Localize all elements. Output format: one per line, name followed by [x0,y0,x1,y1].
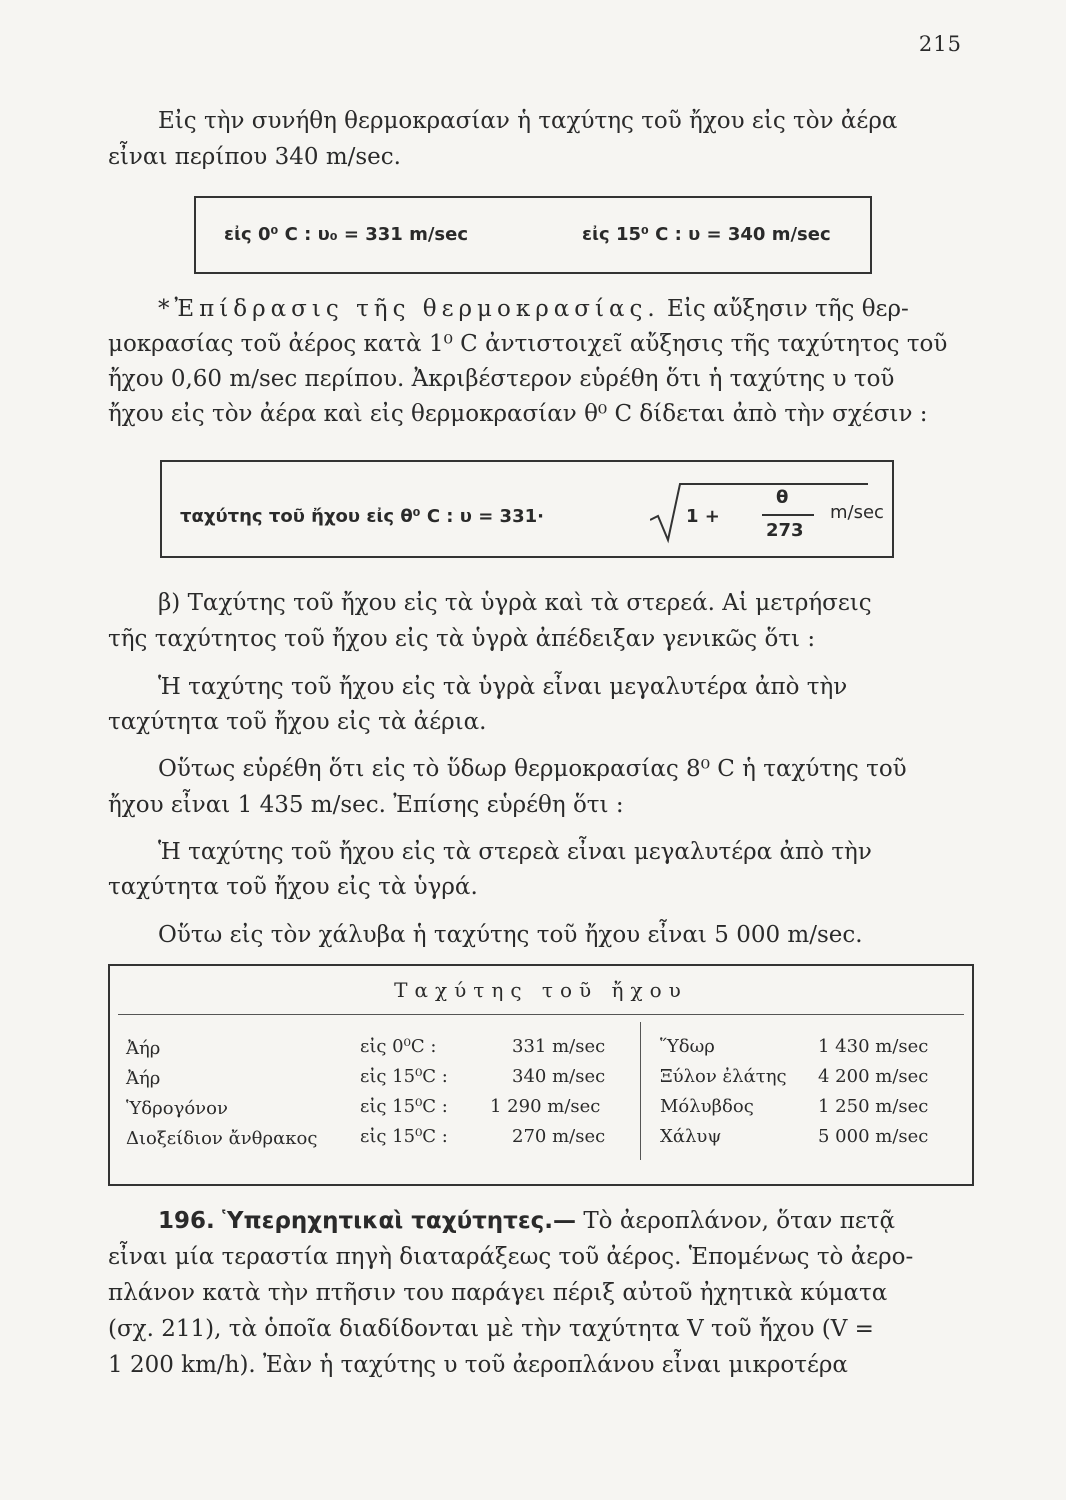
table-left-value: 331 m/sec [512,1036,606,1057]
speed-at-0: εἰς 0⁰ C : υ₀ = 331 m/sec [224,224,469,245]
liquids-line-3: Ἡ ταχύτης τοῦ ἤχου εἰς τὰ ὑγρὰ εἶναι μεγαλυτέρα ἀπὸ τὴν [158,674,848,700]
temperature-formula-box [160,460,894,558]
table-left-name: Ὑδρογόνον [126,1098,228,1119]
table-right-name: Ξύλον ἐλάτης [660,1066,787,1087]
section-line-3: πλάνον κατὰ τὴν πτῆσιν του παράγει πέριξ αὐτοῦ ἠχητικὰ κύματα [108,1280,888,1306]
temperature-heading: *Ἐπίδρασις τῆς θερμοκρασίας. [158,296,660,322]
formula-numerator: θ [776,487,789,508]
intro-line-1: Εἰς τὴν συνήθη θερμοκρασίαν ἡ ταχύτης τοῦ ἤχου εἰς τὸν ἀέρα [158,108,898,134]
liquids-line-4: ταχύτητα τοῦ ἤχου εἰς τὰ ἀέρια. [108,709,487,735]
formula-one: 1 + [686,506,720,527]
section-line-2: εἶναι μία τεραστία πηγὴ διαταράξεως τοῦ ἀέρος. Ἑπομένως τὸ ἀερο- [108,1244,914,1270]
table-right-value: 4 200 m/sec [818,1066,929,1087]
temperature-line-2: μοκρασίας τοῦ ἀέρος κατὰ 1⁰ C ἀντιστοιχεῖ αὔξησις τῆς ταχύτητος τοῦ [108,331,948,357]
temperature-line-4: ἤχου εἰς τὸν ἀέρα καὶ εἰς θερμοκρασίαν θ⁰ C δίδεται ἀπὸ τὴν σχέσιν : [108,401,928,427]
table-left-name: Διοξείδιον ἄνθρακος [126,1128,318,1149]
section-line-1: Τὸ ἀεροπλάνον, ὅταν πετᾷ [583,1208,895,1234]
table-right-value: 5 000 m/sec [818,1126,929,1147]
table-left-value: 270 m/sec [512,1126,606,1147]
table-right-value: 1 250 m/sec [818,1096,929,1117]
liquids-line-8: ταχύτητα τοῦ ἤχου εἰς τὰ ὑγρά. [108,874,478,900]
table-left-temp: εἰς 0⁰C : [360,1036,437,1057]
liquids-line-2: τῆς ταχύτητος τοῦ ἤχου εἰς τὰ ὑγρὰ ἀπέδειξαν γενικῶς ὅτι : [108,626,816,652]
table-left-temp: εἰς 15⁰C : [360,1126,448,1147]
fraction-bar [762,514,814,516]
table-right-name: Μόλυβδος [660,1096,754,1117]
speed-table [108,964,974,1186]
table-left-value: 340 m/sec [512,1066,606,1087]
table-right-value: 1 430 m/sec [818,1036,929,1057]
table-left-temp: εἰς 15⁰C : [360,1096,448,1117]
liquids-line-7: Ἡ ταχύτης τοῦ ἤχου εἰς τὰ στερεὰ εἶναι μεγαλυτέρα ἀπὸ τὴν [158,839,872,865]
formula-denominator: 273 [766,520,804,541]
section-first-line [108,1204,978,1239]
liquids-line-6: ἤχου εἶναι 1 435 m/sec. Ἐπίσης εὑρέθη ὅτι : [108,792,624,818]
section-title: Ὑπερηχητικαὶ ταχύτητες.— [222,1208,577,1234]
formula-unit: m/sec [830,502,884,523]
temperature-line-1: Εἰς αὔξησιν τῆς θερ- [667,296,909,322]
section-line-5: 1 200 km/h). Ἐὰν ἡ ταχύτης υ τοῦ ἀεροπλάνου εἶναι μικροτέρα [108,1352,848,1378]
table-left-name: Ἀήρ [126,1038,161,1059]
table-right-name: Χάλυψ [660,1126,722,1147]
formula-label: ταχύτης τοῦ ἤχου εἰς θ⁰ C : υ = 331· [180,506,544,527]
liquids-line-1: β) Ταχύτης τοῦ ἤχου εἰς τὰ ὑγρὰ καὶ τὰ στερεά. Αἱ μετρήσεις [158,590,872,616]
table-title: Ταχύτης τοῦ ἤχου [394,978,688,1002]
table-right-name: Ὕδωρ [660,1036,715,1057]
table-left-name: Ἀήρ [126,1068,161,1089]
temperature-line-3: ἤχου 0,60 m/sec περίπου. Ἀκριβέστερον εὑρέθη ὅτι ἡ ταχύτης υ τοῦ [108,366,895,392]
table-left-value: 1 290 m/sec [490,1096,601,1117]
intro-line-2: εἶναι περίπου 340 m/sec. [108,144,401,170]
temperature-paragraph-first [108,292,978,327]
liquids-line-5: Οὕτως εὑρέθη ὅτι εἰς τὸ ὕδωρ θερμοκρασίας 8⁰ C ἡ ταχύτης τοῦ [158,756,907,782]
table-column-divider [640,1022,641,1160]
section-number: 196. [158,1208,215,1234]
table-divider [118,1014,964,1015]
liquids-line-9: Οὕτω εἰς τὸν χάλυβα ἡ ταχύτης τοῦ ἤχου εἶναι 5 000 m/sec. [158,922,863,948]
speed-formula-box [194,196,872,274]
section-line-4: (σχ. 211), τὰ ὁποῖα διαδίδονται μὲ τὴν ταχύτητα V τοῦ ἤχου (V = [108,1316,874,1342]
page-number: 215 [918,32,962,56]
speed-at-15: εἰς 15⁰ C : υ = 340 m/sec [582,224,831,245]
table-left-temp: εἰς 15⁰C : [360,1066,448,1087]
